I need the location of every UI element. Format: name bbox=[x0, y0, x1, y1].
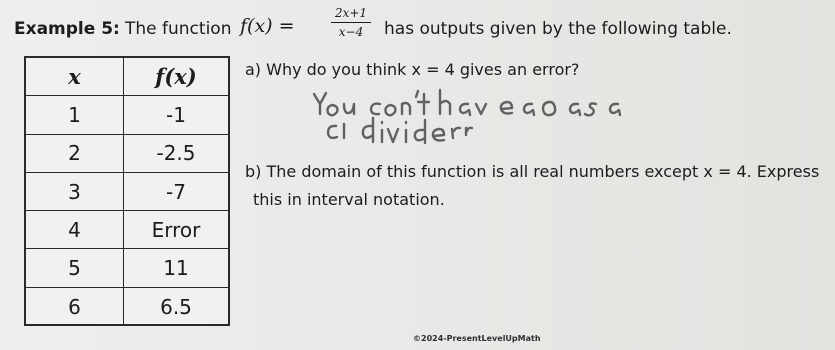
table-cell-fx: -1 bbox=[166, 102, 186, 127]
table-row bbox=[26, 249, 228, 287]
function-fraction bbox=[331, 6, 371, 39]
table-row bbox=[26, 173, 228, 211]
table-row bbox=[26, 211, 228, 249]
example-header bbox=[14, 6, 824, 48]
table-cell-fx: 6.5 bbox=[160, 294, 192, 319]
table-cell-x: 3 bbox=[26, 173, 124, 210]
fraction-numerator: 2x+1 bbox=[334, 6, 368, 20]
table-cell-fx: -7 bbox=[166, 179, 186, 204]
copyright-icon: © bbox=[413, 334, 421, 343]
fraction-bar bbox=[331, 22, 371, 23]
table-cell-x: 1 bbox=[26, 96, 124, 133]
handwritten-answer bbox=[310, 80, 640, 155]
table-cell-fx: -2.5 bbox=[156, 141, 196, 166]
table-cell-fx: Error bbox=[151, 217, 201, 242]
table-header-x: x bbox=[26, 58, 124, 95]
fraction-denominator: x−4 bbox=[338, 25, 364, 39]
header-rest-text: has outputs given by the following table. bbox=[384, 19, 732, 39]
table-header-row bbox=[26, 58, 228, 96]
header-intro-text: The function bbox=[125, 19, 232, 39]
table-header-fx: f(x) bbox=[155, 64, 197, 90]
question-a: a) Why do you think x = 4 gives an error? bbox=[245, 60, 580, 79]
handwritten-answer-drawing bbox=[310, 80, 640, 155]
table-cell-x: 2 bbox=[26, 135, 124, 172]
table-row bbox=[26, 96, 228, 134]
question-b-line-1: b) The domain of this function is all real numbers except x = 4. Express bbox=[245, 162, 820, 181]
table-cell-fx: 11 bbox=[163, 256, 189, 281]
question-b-line-2: this in interval notation. bbox=[253, 190, 445, 209]
copyright-text: 2024-PresentLevelUpMath bbox=[421, 334, 541, 343]
table-cell-x: 5 bbox=[26, 249, 124, 286]
table-cell-x: 4 bbox=[26, 211, 124, 248]
table-row bbox=[26, 288, 228, 326]
copyright-notice bbox=[413, 334, 541, 343]
table-row bbox=[26, 135, 228, 173]
example-label: Example 5: bbox=[14, 19, 120, 39]
function-lhs: f(x) = bbox=[240, 15, 295, 37]
table-cell-x: 6 bbox=[26, 288, 124, 326]
values-table bbox=[24, 56, 230, 326]
